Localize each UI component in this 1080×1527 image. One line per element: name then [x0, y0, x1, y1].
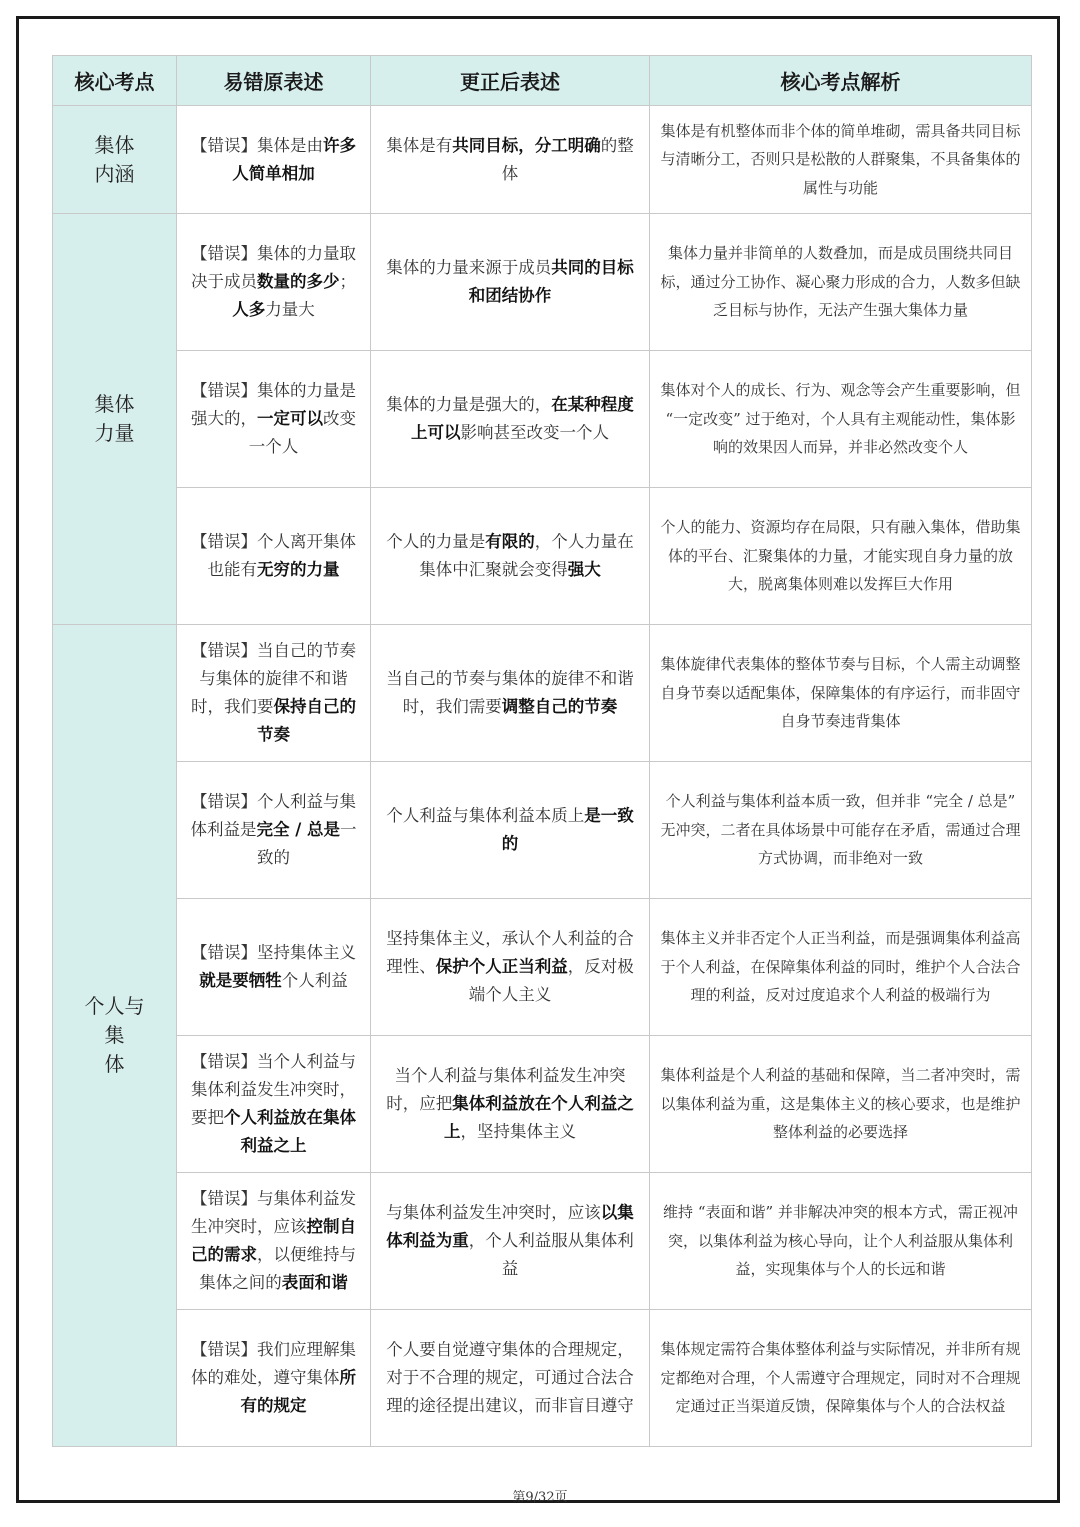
table-row: [53, 1173, 1032, 1310]
corrected-statement-cell: [371, 214, 650, 351]
text-segment: 改变一个人: [248, 409, 356, 456]
text-segment: 力量大: [265, 300, 315, 319]
text-segment: ，个人力量在集体中汇聚就会变得: [419, 532, 634, 579]
text-segment: 【错误】当个人利益与集体利益发生冲突时，要把: [191, 1052, 356, 1127]
text-segment: 【错误】坚持集体主义: [191, 943, 356, 962]
topic-label-line: 集体: [94, 132, 135, 157]
original-statement-cell: [177, 351, 371, 488]
emphasis-text: 以集体利益为重: [386, 1203, 634, 1250]
corrected-statement-cell: [371, 1036, 650, 1173]
original-statement-cell: [177, 214, 371, 351]
emphasis-text: 就是要牺牲: [199, 971, 282, 990]
analysis-cell: 集体对个人的成长、行为、观念等会产生重要影响，但 “一定改变” 过于绝对，个人具有主观能动性，集体影响的效果因人而异，并非必然改变个人: [650, 351, 1032, 488]
table-row: [53, 1310, 1032, 1447]
table-row: [53, 762, 1032, 899]
header-key-point: 核心考点: [53, 56, 177, 106]
corrected-statement-cell: [371, 1173, 650, 1310]
emphasis-text: 共同目标，分工明确: [452, 135, 601, 155]
text-segment: 【错误】个人利益与集体利益是: [190, 792, 356, 839]
analysis-cell: 个人利益与集体利益本质一致，但并非 “完全 / 总是” 无冲突，二者在具体场景中可能存在矛盾，需通过合理方式协调，而非绝对一致: [650, 762, 1032, 899]
analysis-cell: 集体旋律代表集体的整体节奏与目标，个人需主动调整自身节奏以适配集体，保障集体的有序运行，而非固守自身节奏违背集体: [650, 625, 1032, 762]
analysis-cell: 集体主义并非否定个人正当利益，而是强调集体利益高于个人利益，在保障集体利益的同时，维护个人合法合理的利益，反对过度追求个人利益的极端行为: [650, 899, 1032, 1036]
text-segment: 【错误】与集体利益发生冲突时，应该: [191, 1189, 356, 1236]
topic-cell: [53, 106, 177, 214]
emphasis-text: 控制自己的需求: [191, 1217, 356, 1264]
original-statement-cell: [177, 106, 371, 214]
text-segment: 【错误】集体的力量是强大的，: [191, 381, 356, 428]
emphasis-text: 无穷的力量: [257, 560, 340, 579]
analysis-cell: 个人的能力、资源均存在局限，只有融入集体，借助集体的平台、汇聚集体的力量，才能实现自身力量的放大，脱离集体则难以发挥巨大作用: [650, 488, 1032, 625]
corrected-statement-cell: [371, 488, 650, 625]
emphasis-text: 共同的目标和团结协作: [468, 258, 634, 305]
emphasis-text: 强大: [567, 560, 601, 579]
emphasis-text: 所有的规定: [240, 1368, 356, 1415]
emphasis-text: 保持自己的节奏: [257, 697, 356, 744]
emphasis-text: 在某种程度上可以: [411, 395, 634, 442]
emphasis-text: 完全 / 总是: [256, 820, 340, 839]
text-segment: 个人利益与集体利益本质上: [386, 806, 585, 825]
emphasis-text: 个人利益放在集体利益之上: [224, 1108, 356, 1155]
text-segment: 【错误】当自己的节奏与集体的旋律不和谐时，我们要: [191, 641, 356, 716]
topic-cell: [53, 625, 177, 1447]
topic-label-line: 内涵: [94, 161, 135, 186]
text-segment: 个人的力量是: [386, 532, 486, 551]
original-statement-cell: [177, 1173, 371, 1310]
corrected-statement-cell: [371, 762, 650, 899]
original-statement-cell: [177, 899, 371, 1036]
corrected-statement-cell: [371, 1310, 650, 1447]
text-segment: ，个人利益服从集体利益: [468, 1231, 634, 1278]
text-segment: 与集体利益发生冲突时，应该: [386, 1203, 601, 1222]
table-body: [53, 106, 1032, 1447]
text-segment: 【错误】集体的力量取决于成员: [191, 244, 356, 291]
original-statement-cell: [177, 1036, 371, 1173]
corrected-statement-cell: [371, 351, 650, 488]
text-segment: 影响甚至改变一个人: [460, 423, 609, 442]
analysis-cell: 集体规定需符合集体整体利益与实际情况，并非所有规定都绝对合理，个人需遵守合理规定，同时对不合理规定通过正当渠道反馈，保障集体与个人的合法权益: [650, 1310, 1032, 1447]
emphasis-text: 保护个人正当利益: [435, 957, 568, 976]
table-row: [53, 351, 1032, 488]
emphasis-text: 集体利益放在个人利益之上: [444, 1094, 634, 1141]
emphasis-text: 是一致的: [501, 806, 634, 853]
text-segment: 的整体: [501, 135, 634, 183]
emphasis-text: 人多: [232, 300, 266, 319]
analysis-cell: 集体是有机整体而非个体的简单堆砌，需具备共同目标与清晰分工，否则只是松散的人群聚集，不具备集体的属性与功能: [650, 106, 1032, 214]
page-number: 第9/32页: [512, 1490, 568, 1505]
corrected-statement-cell: [371, 899, 650, 1036]
text-segment: 个人要自觉遵守集体的合理规定，对于不合理的规定，可通过合法合理的途径提出建议，而非盲目遵守: [386, 1340, 634, 1415]
text-segment: 坚持集体主义，承认个人利益的合理性、: [386, 929, 634, 976]
text-segment: ，反对极端个人主义: [468, 957, 634, 1004]
text-segment: 当个人利益与集体利益发生冲突时，应把: [386, 1066, 626, 1113]
header-corrected-statement: 更正后表述: [371, 56, 650, 106]
original-statement-cell: [177, 488, 371, 625]
table-header-row: [53, 56, 1032, 106]
corrected-statement-cell: [371, 625, 650, 762]
text-segment: 【错误】我们应理解集体的难处，遵守集体: [191, 1340, 356, 1387]
text-segment: 个人利益: [281, 971, 348, 990]
text-segment: 一致的: [257, 820, 357, 867]
table-row: [53, 106, 1032, 214]
original-statement-cell: [177, 625, 371, 762]
analysis-cell: 集体利益是个人利益的基础和保障，当二者冲突时，需以集体利益为重，这是集体主义的核心要求，也是维护整体利益的必要选择: [650, 1036, 1032, 1173]
emphasis-text: 有限的: [485, 532, 535, 551]
analysis-cell: 维持 “表面和谐” 并非解决冲突的根本方式，需正视冲突，以集体利益为核心导向，让个人利益服从集体利益，实现集体与个人的长远和谐: [650, 1173, 1032, 1310]
table-row: [53, 214, 1032, 351]
text-segment: 集体是有: [386, 135, 453, 155]
corrected-statement-cell: [371, 106, 650, 214]
original-statement-cell: [177, 762, 371, 899]
header-analysis: 核心考点解析: [650, 56, 1032, 106]
table-row: [53, 899, 1032, 1036]
text-segment: ；: [339, 272, 356, 291]
emphasis-text: 表面和谐: [281, 1273, 348, 1292]
emphasis-text: 数量的多少: [257, 272, 340, 291]
text-segment: 集体的力量来源于成员: [386, 258, 552, 277]
table-row: [53, 625, 1032, 762]
text-segment: ，坚持集体主义: [460, 1122, 576, 1141]
emphasis-text: 调整自己的节奏: [501, 697, 618, 716]
text-segment: 【错误】集体是由: [191, 135, 323, 155]
text-segment: 【错误】个人离开集体也能有: [191, 532, 356, 579]
error-correction-table: [52, 55, 1032, 1447]
topic-cell: [53, 214, 177, 625]
emphasis-text: 一定可以: [257, 409, 323, 428]
header-original-statement: 易错原表述: [177, 56, 371, 106]
original-statement-cell: [177, 1310, 371, 1447]
text-segment: ，以便维持与集体之间的: [199, 1245, 356, 1292]
topic-label-line: 力量: [94, 421, 135, 445]
topic-label-line: 个人与集: [84, 994, 145, 1047]
text-segment: 集体的力量是强大的，: [386, 395, 552, 414]
emphasis-text: 许多人简单相加: [232, 135, 356, 183]
analysis-cell: 集体力量并非简单的人数叠加，而是成员围绕共同目标，通过分工协作、凝心聚力形成的合力，人数多但缺乏目标与协作，无法产生强大集体力量: [650, 214, 1032, 351]
topic-label-line: 集体: [94, 392, 135, 416]
table-row: [53, 1036, 1032, 1173]
text-segment: 当自己的节奏与集体的旋律不和谐时，我们需要: [386, 669, 634, 716]
topic-label-line: 体: [104, 1052, 125, 1076]
table-row: [53, 488, 1032, 625]
